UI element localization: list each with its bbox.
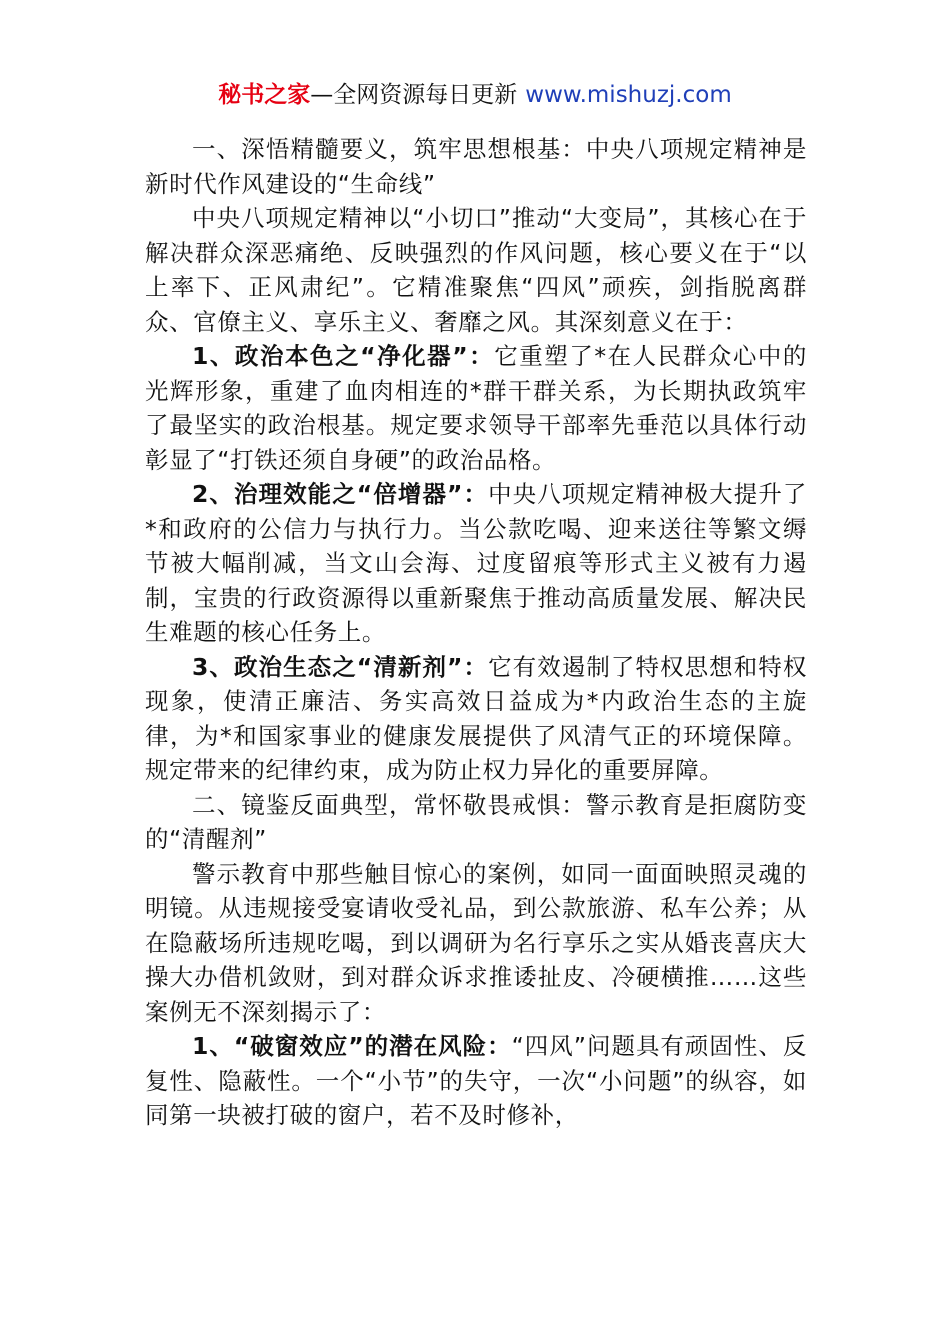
paragraph-text: 中央八项规定精神极大提升了*和政府的公信力与执行力。当公款吃喝、迎来送往等繁文缛节被大幅削减，当文山会海、过度留痕等形式主义被有力遏制，宝贵的行政资源得以重新聚焦于推动高质量发展、解决民生难题的核心任务上。 xyxy=(145,480,807,646)
paragraph-text: 二、镜鉴反面典型，常怀敬畏戒惧：警示教育是拒腐防变的“清醒剂” xyxy=(145,790,807,853)
paragraph-text: 它有效遏制了特权思想和特权现象，使清正廉洁、务实高效日益成为*内政治生态的主旋律，为*和国家事业的健康发展提供了风清气正的环境保障。规定带来的纪律约束，成为防止权力异化的重要屏障。 xyxy=(145,652,807,784)
paragraph xyxy=(145,650,807,788)
section-heading-1 xyxy=(145,132,807,201)
site-url-link[interactable]: www.mishuzj.com xyxy=(525,82,732,108)
paragraph xyxy=(145,857,807,1030)
paragraph-text: 警示教育中那些触目惊心的案例，如同一面面映照灵魂的明镜。从违规接受宴请收受礼品，到公款旅游、私车公养；从在隐蔽场所违规吃喝，到以调研为名行享乐之实从婚丧喜庆大操大办借机敛财，到对群众诉求推诿扯皮、冷硬横推……这些案例无不深刻揭示了： xyxy=(145,859,807,1026)
paragraph-lead: 3、政治生态之“清新剂”： xyxy=(192,652,489,681)
site-tagline: —全网资源每日更新 xyxy=(310,82,518,108)
paragraph-text: “四风”问题具有顽固性、反复性、隐蔽性。一个“小节”的失守，一次“小问题”的纵容，如同第一块被打破的窗户，若不及时修补， xyxy=(145,1032,807,1129)
site-banner xyxy=(0,78,950,112)
paragraph xyxy=(145,477,807,650)
section-heading-2 xyxy=(145,788,807,857)
paragraph xyxy=(145,339,807,477)
paragraph-text: 一、深悟精髓要义，筑牢思想根基：中央八项规定精神是新时代作风建设的“生命线” xyxy=(145,135,807,198)
paragraph xyxy=(145,1029,807,1133)
paragraph-lead: 2、治理效能之“倍增器”： xyxy=(192,480,489,508)
paragraph-lead: 1、“破窗效应”的潜在风险： xyxy=(192,1032,512,1060)
paragraph-text: 中央八项规定精神以“小切口”推动“大变局”，其核心在于解决群众深恶痛绝、反映强烈的作风问题，核心要义在于“以上率下、正风肃纪”。它精准聚焦“四风”顽疾，剑指脱离群众、官僚主义、享乐主义、奢靡之风。其深刻意义在于： xyxy=(145,204,807,336)
paragraph-text: 它重塑了*在人民群众心中的光辉形象，重建了血肉相连的*群干群关系，为长期执政筑牢了最坚实的政治根基。规定要求领导干部率先垂范以具体行动彰显了“打铁还须自身硬”的政治品格。 xyxy=(145,342,807,474)
site-brand: 秘书之家 xyxy=(218,82,311,108)
paragraph-lead: 1、政治本色之“净化器”： xyxy=(192,342,495,370)
paragraph xyxy=(145,201,807,339)
document-body xyxy=(145,132,807,1133)
